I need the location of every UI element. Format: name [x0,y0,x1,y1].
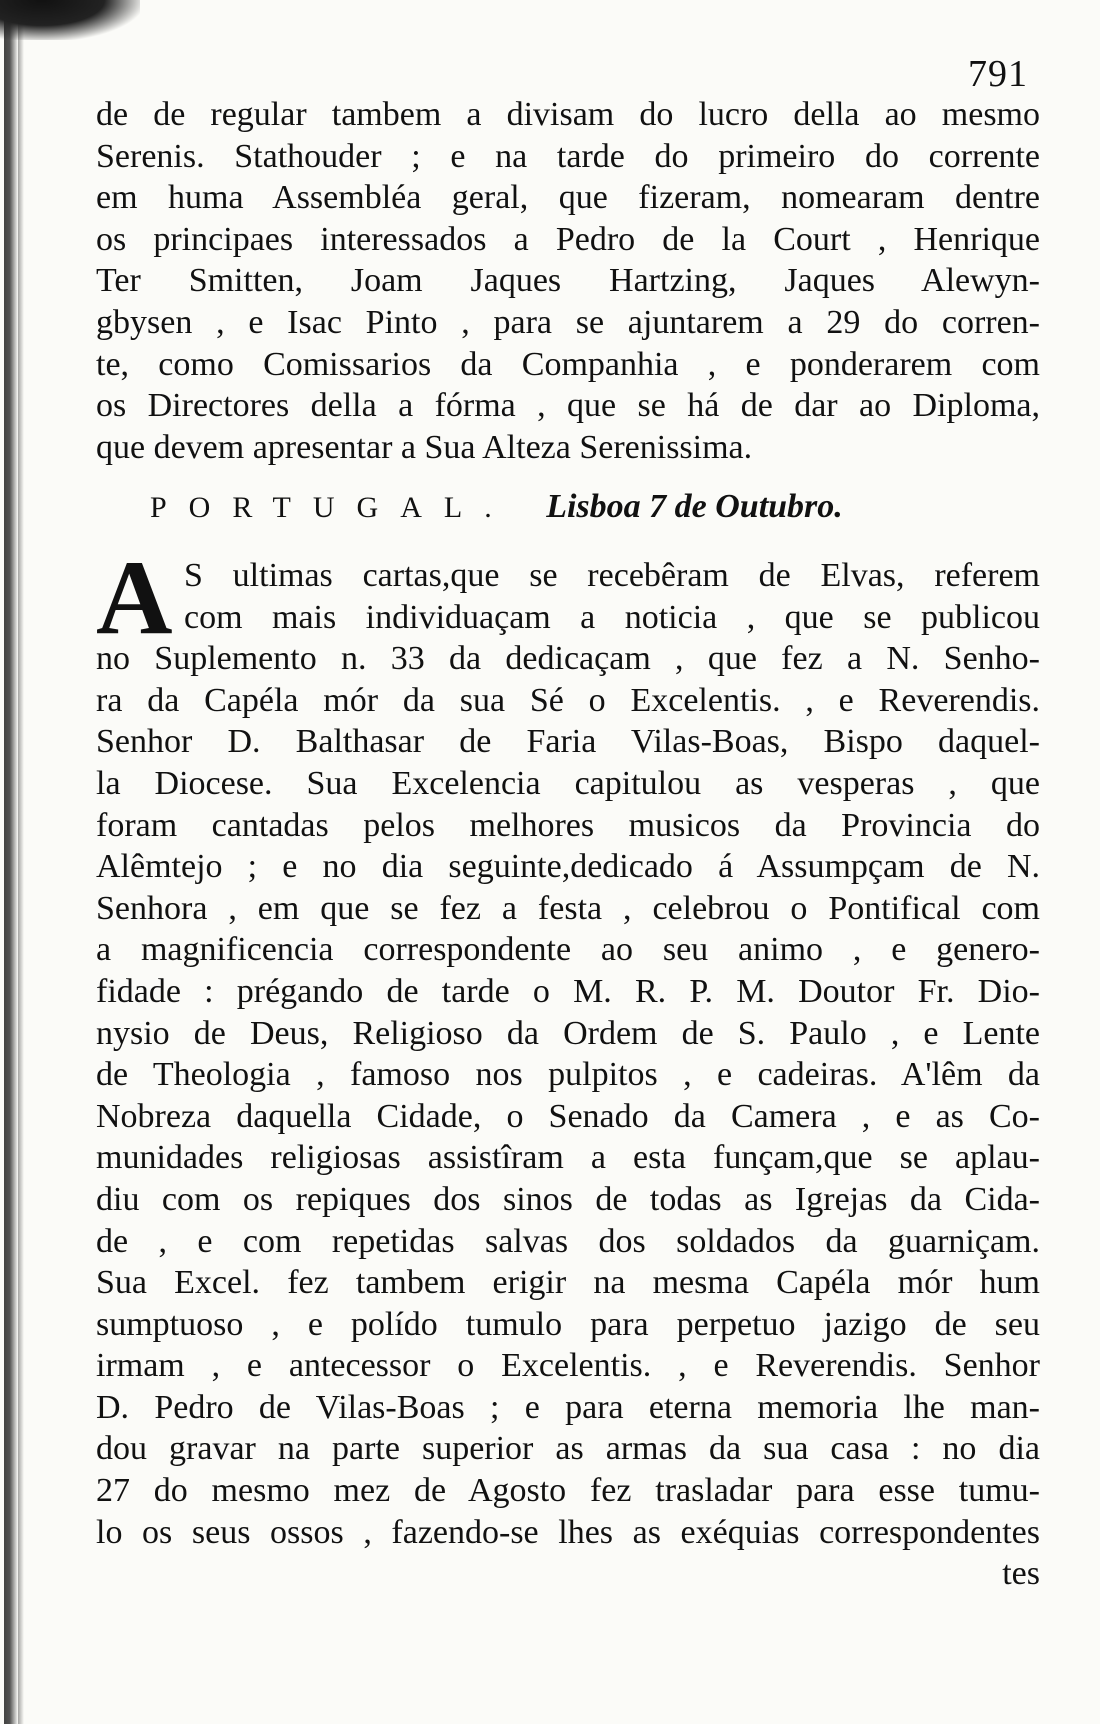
text-line: Ter Smitten, Joam Jaques Hartzing, Jaques Alewyn- [96,262,1040,300]
text-line: a magnificencia correspondente ao seu animo , e genero- [96,931,1040,969]
text-line: S ultimas cartas,que se recebêram de Elvas, referem [184,557,1040,594]
text-line: Serenis. Stathouder ; e na tarde do primeiro do corrente [96,137,1040,175]
text-line: que devem apresentar a Sua Alteza Serenissima. [96,428,753,466]
text-line: Sua Excel. fez tambem erigir na mesma Capéla mór hum [96,1264,1040,1302]
text-line: com mais individuaçam a noticia , que se publicou [184,598,1040,636]
text-line: em huma Assembléa geral, que fizeram, nomearam dentre [96,179,1040,217]
text-line: sumptuoso , e polído tumulo para perpetuo jazigo de seu [96,1305,1040,1343]
heading-country: PORTUGAL. [150,491,514,524]
text-line: Senhor D. Balthasar de Faria Vilas-Boas, Bispo daquel- [96,723,1040,761]
text-line: nysio de Deus, Religioso da Ordem de S. Paulo , e Lente [96,1014,1040,1052]
catchword: tes [1002,1555,1040,1593]
binding-shadow [4,0,18,1724]
text-line: de Theologia , famoso nos pulpitos , e cadeiras. A'lêm da [96,1056,1040,1094]
text-line: os Directores della a fórma , que se há de dar ao Diploma, [96,387,1040,425]
text-line: dou gravar na parte superior as armas da sua casa : no dia [96,1430,1040,1468]
text-line: 27 do mesmo mez de Agosto fez trasladar para esse tumu- [96,1472,1040,1510]
text-line: ra da Capéla mór da sua Sé o Excelentis. , e Reverendis. [96,681,1040,719]
preceding-text [96,94,1040,468]
page-number: 791 [968,53,1028,95]
text-line: gbysen , e Isac Pinto , para se ajuntarem a 29 do corren- [96,303,1040,341]
text-line: Senhora , em que se fez a festa , celebrou o Pontifical com [96,889,1040,927]
heading-place-date: Lisboa 7 de Outubro. [546,488,843,525]
text-line: diu com os repiques dos sinos de todas as Igrejas da Cida- [96,1180,1040,1218]
text-line: la Diocese. Sua Excelencia capitulou as vesperas , que [96,764,1040,802]
ink-blot [0,0,140,40]
text-line: Alêmtejo ; e no dia seguinte,dedicado á Assumpçam de N. [96,848,1040,886]
text-line: fidade : prégando de tarde o M. R. P. M. Doutor Fr. Dio- [96,972,1040,1010]
drop-cap: A [96,539,173,656]
text-line: irmam , e antecessor o Excelentis. , e Reverendis. Senhor [96,1347,1040,1385]
article-body [96,539,1040,1596]
text-line: lo os seus ossos , fazendo-se lhes as exéquias correspondentes [96,1513,1040,1551]
text-line: de , e com repetidas salvas dos soldados da guarniçam. [96,1222,1040,1260]
text-line: munidades religiosas assistîram a esta funçam,que se aplau- [96,1139,1040,1177]
text-line: os principaes interessados a Pedro de la Court , Henrique [96,220,1040,258]
text-line: foram cantadas pelos melhores musicos da Provincia do [96,806,1040,844]
binding-shadow-soft [18,0,24,1724]
text-line: te, como Comissarios da Companhia , e ponderarem com [96,345,1040,383]
text-line: de de regular tambem a divisam do lucro della ao mesmo [96,96,1040,133]
text-line: D. Pedro de Vilas-Boas ; e para eterna memoria lhe man- [96,1388,1040,1426]
text-line: Nobreza daquella Cidade, o Senado da Camera , e as Co- [96,1097,1040,1135]
section-heading [150,488,1040,526]
text-line: no Suplemento n. 33 da dedicaçam , que fez a N. Senho- [96,640,1040,678]
